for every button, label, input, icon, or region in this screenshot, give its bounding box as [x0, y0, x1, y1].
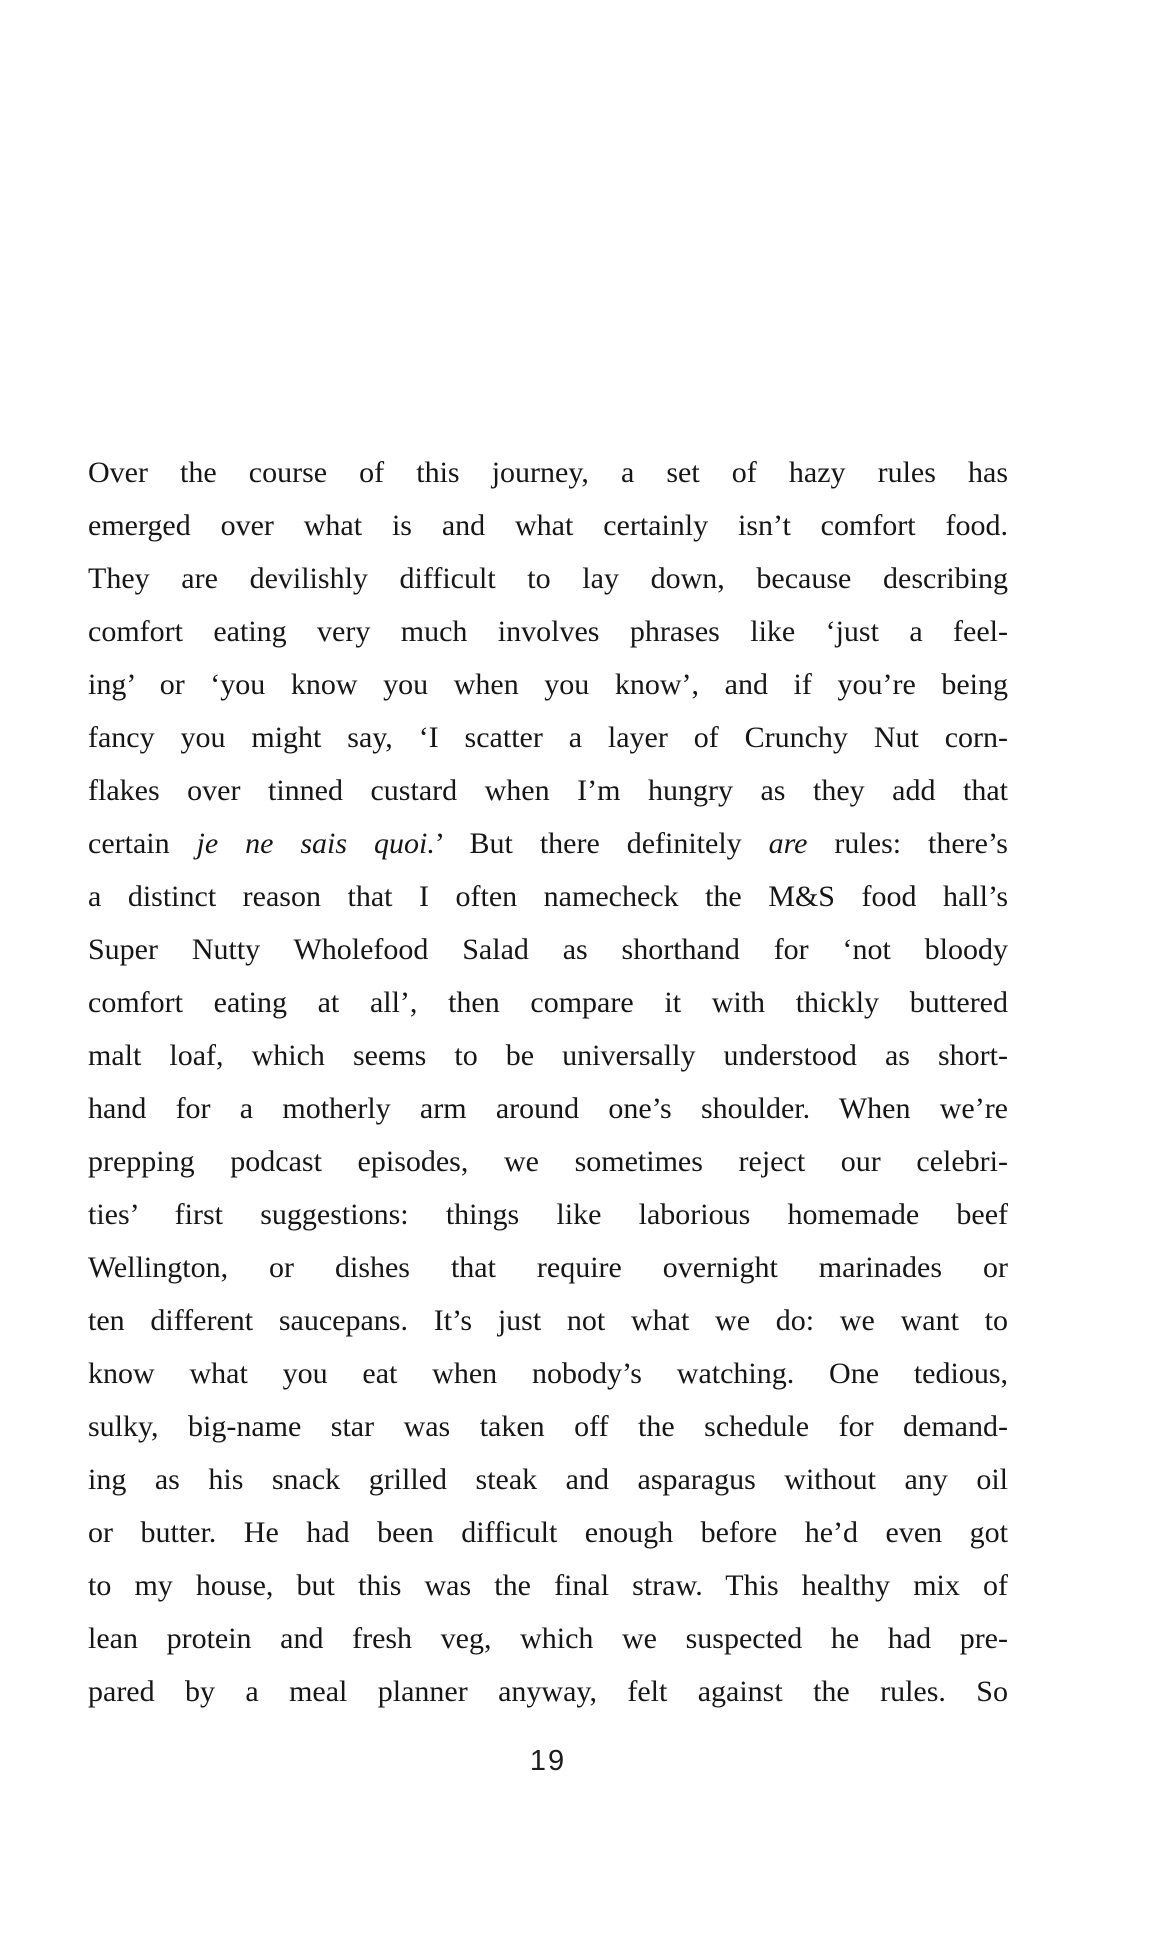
text-line: [88, 1135, 1008, 1188]
text-line: [88, 499, 1008, 552]
body-text: ten different saucepans. It’s just not what we do: we want to: [88, 1304, 1008, 1337]
body-text: fancy you might say, ‘I scatter a layer of Crunchy Nut corn-: [88, 721, 1008, 754]
body-text: rules: there’s: [807, 827, 1008, 860]
body-text: flakes over tinned custard when I’m hungry as they add that: [88, 774, 1008, 807]
text-line: [88, 446, 1008, 499]
text-line: [88, 1453, 1008, 1506]
text-line: [88, 817, 1008, 870]
text-line: [88, 1294, 1008, 1347]
text-line: [88, 1082, 1008, 1135]
body-text: prepping podcast episodes, we sometimes reject our celebri-: [88, 1145, 1008, 1178]
italic-text: are: [768, 827, 808, 860]
body-text: emerged over what is and what certainly isn’t comfort food.: [88, 509, 1008, 542]
text-line: [88, 711, 1008, 764]
body-text: or butter. He had been difficult enough before he’d even got: [88, 1516, 1008, 1549]
body-text: know what you eat when nobody’s watching. One tedious,: [88, 1357, 1008, 1390]
body-text: a distinct reason that I often namecheck the M&S food hall’s: [88, 880, 1008, 913]
body-text: sulky, big-name star was taken off the schedule for demand-: [88, 1410, 1008, 1443]
body-text: ties’ first suggestions: things like laborious homemade beef: [88, 1198, 1008, 1231]
text-line: [88, 1347, 1008, 1400]
text-line: [88, 870, 1008, 923]
body-text: pared by a meal planner anyway, felt against the rules. So: [88, 1675, 1008, 1708]
text-line: [88, 976, 1008, 1029]
body-text: malt loaf, which seems to be universally understood as short-: [88, 1039, 1008, 1072]
body-text: lean protein and fresh veg, which we suspected he had pre-: [88, 1622, 1008, 1655]
body-text: ing as his snack grilled steak and asparagus without any oil: [88, 1463, 1008, 1496]
italic-text: je ne sais quoi.: [196, 827, 435, 860]
text-line: [88, 1400, 1008, 1453]
page-number: 19: [529, 1745, 567, 1777]
body-text: comfort eating at all’, then compare it with thickly buttered: [88, 986, 1008, 1019]
text-line: [88, 658, 1008, 711]
body-text: Super Nutty Wholefood Salad as shorthand for ‘not bloody: [88, 933, 1008, 966]
text-line: [88, 1029, 1008, 1082]
text-line: [88, 923, 1008, 976]
body-text: Over the course of this journey, a set of hazy rules has: [88, 456, 1008, 489]
text-line: [88, 1612, 1008, 1665]
body-text: comfort eating very much involves phrases like ‘just a feel-: [88, 615, 1008, 648]
body-text: ’ But there definitely: [434, 827, 769, 860]
body-text: certain: [88, 827, 197, 860]
body-text: to my house, but this was the final straw. This healthy mix of: [88, 1569, 1008, 1602]
body-text: hand for a motherly arm around one’s shoulder. When we’re: [88, 1092, 1008, 1125]
body-text: ing’ or ‘you know you when you know’, and if you’re being: [88, 668, 1008, 701]
text-line: [88, 605, 1008, 658]
text-block: [88, 446, 1008, 1718]
text-line: [88, 552, 1008, 605]
body-text: They are devilishly difficult to lay down, because describing: [88, 562, 1008, 595]
text-line: [88, 1559, 1008, 1612]
text-line: [88, 764, 1008, 817]
text-line: [88, 1241, 1008, 1294]
text-line: [88, 1506, 1008, 1559]
text-line: [88, 1188, 1008, 1241]
text-line: [88, 1665, 1008, 1718]
body-text: Wellington, or dishes that require overnight marinades or: [88, 1251, 1008, 1284]
